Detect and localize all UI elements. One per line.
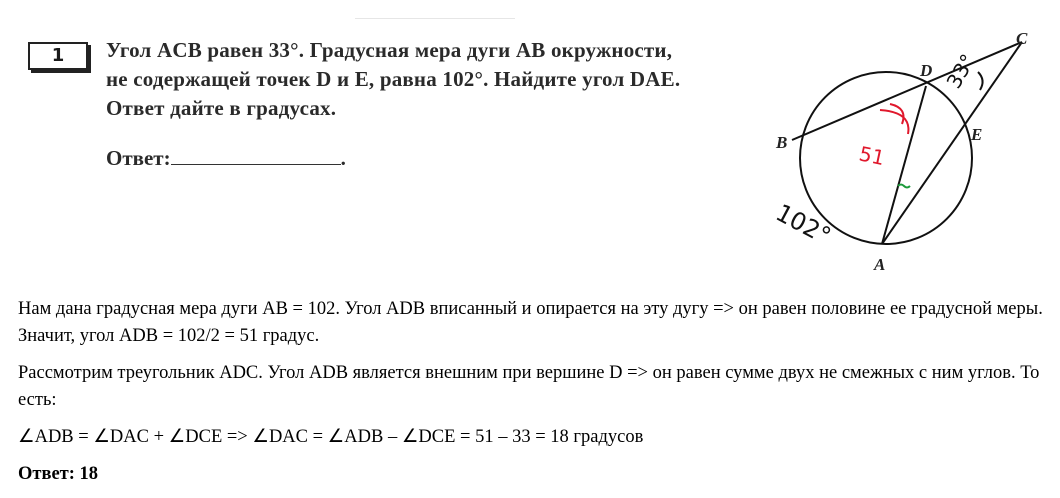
problem-number: 1 <box>28 42 88 70</box>
angle-d-arc-2 <box>880 110 908 134</box>
circle <box>800 72 972 244</box>
answer-end: . <box>340 146 346 170</box>
answer-label: Ответ: <box>106 146 171 170</box>
label-c: C <box>1016 29 1028 48</box>
problem-line-1: Угол ACB равен 33°. Градусная мера дуги AB окружности, <box>106 38 673 62</box>
label-b: B <box>776 133 788 152</box>
problem-statement <box>106 36 746 123</box>
problem-line-3: Ответ дайте в градусах. <box>106 96 337 120</box>
divider <box>355 18 515 19</box>
angle-c-arc <box>978 72 983 90</box>
solution-formula: ∠ADB = ∠DAC + ∠DCE => ∠DAC = ∠ADB – ∠DCE = 51 – 33 = 18 градусов <box>18 427 644 447</box>
angle-c-handwritten: 33° <box>941 49 981 93</box>
solution-block <box>18 296 1048 498</box>
final-answer: Ответ: 18 <box>18 464 99 484</box>
solution-paragraph-2: Рассмотрим треугольник ADC. Угол ADB является внешним при вершине D => он равен сумме двух не смежных с ним углов. То есть: <box>18 363 1040 410</box>
geometry-figure <box>740 20 1060 280</box>
arc-ab-handwritten: 102° <box>771 198 836 251</box>
line-ad <box>882 86 926 244</box>
angle-a-mark <box>898 185 910 188</box>
label-a: A <box>874 255 886 274</box>
problem-line-2: не содержащей точек D и E, равна 102°. Найдите угол DAE. <box>106 67 681 91</box>
answer-blank[interactable] <box>171 146 341 165</box>
angle-d-handwritten: 51 <box>856 141 887 171</box>
solution-paragraph-1: Нам дана градусная мера дуги AB = 102. Угол ADB вписанный и опирается на эту дугу => он равен половине ее градусной меры. Значит, угол ADB = 102/2 = 51 градус. <box>18 299 1043 346</box>
label-e: E <box>971 125 983 144</box>
label-d: D <box>920 61 933 80</box>
answer-line <box>106 146 346 171</box>
